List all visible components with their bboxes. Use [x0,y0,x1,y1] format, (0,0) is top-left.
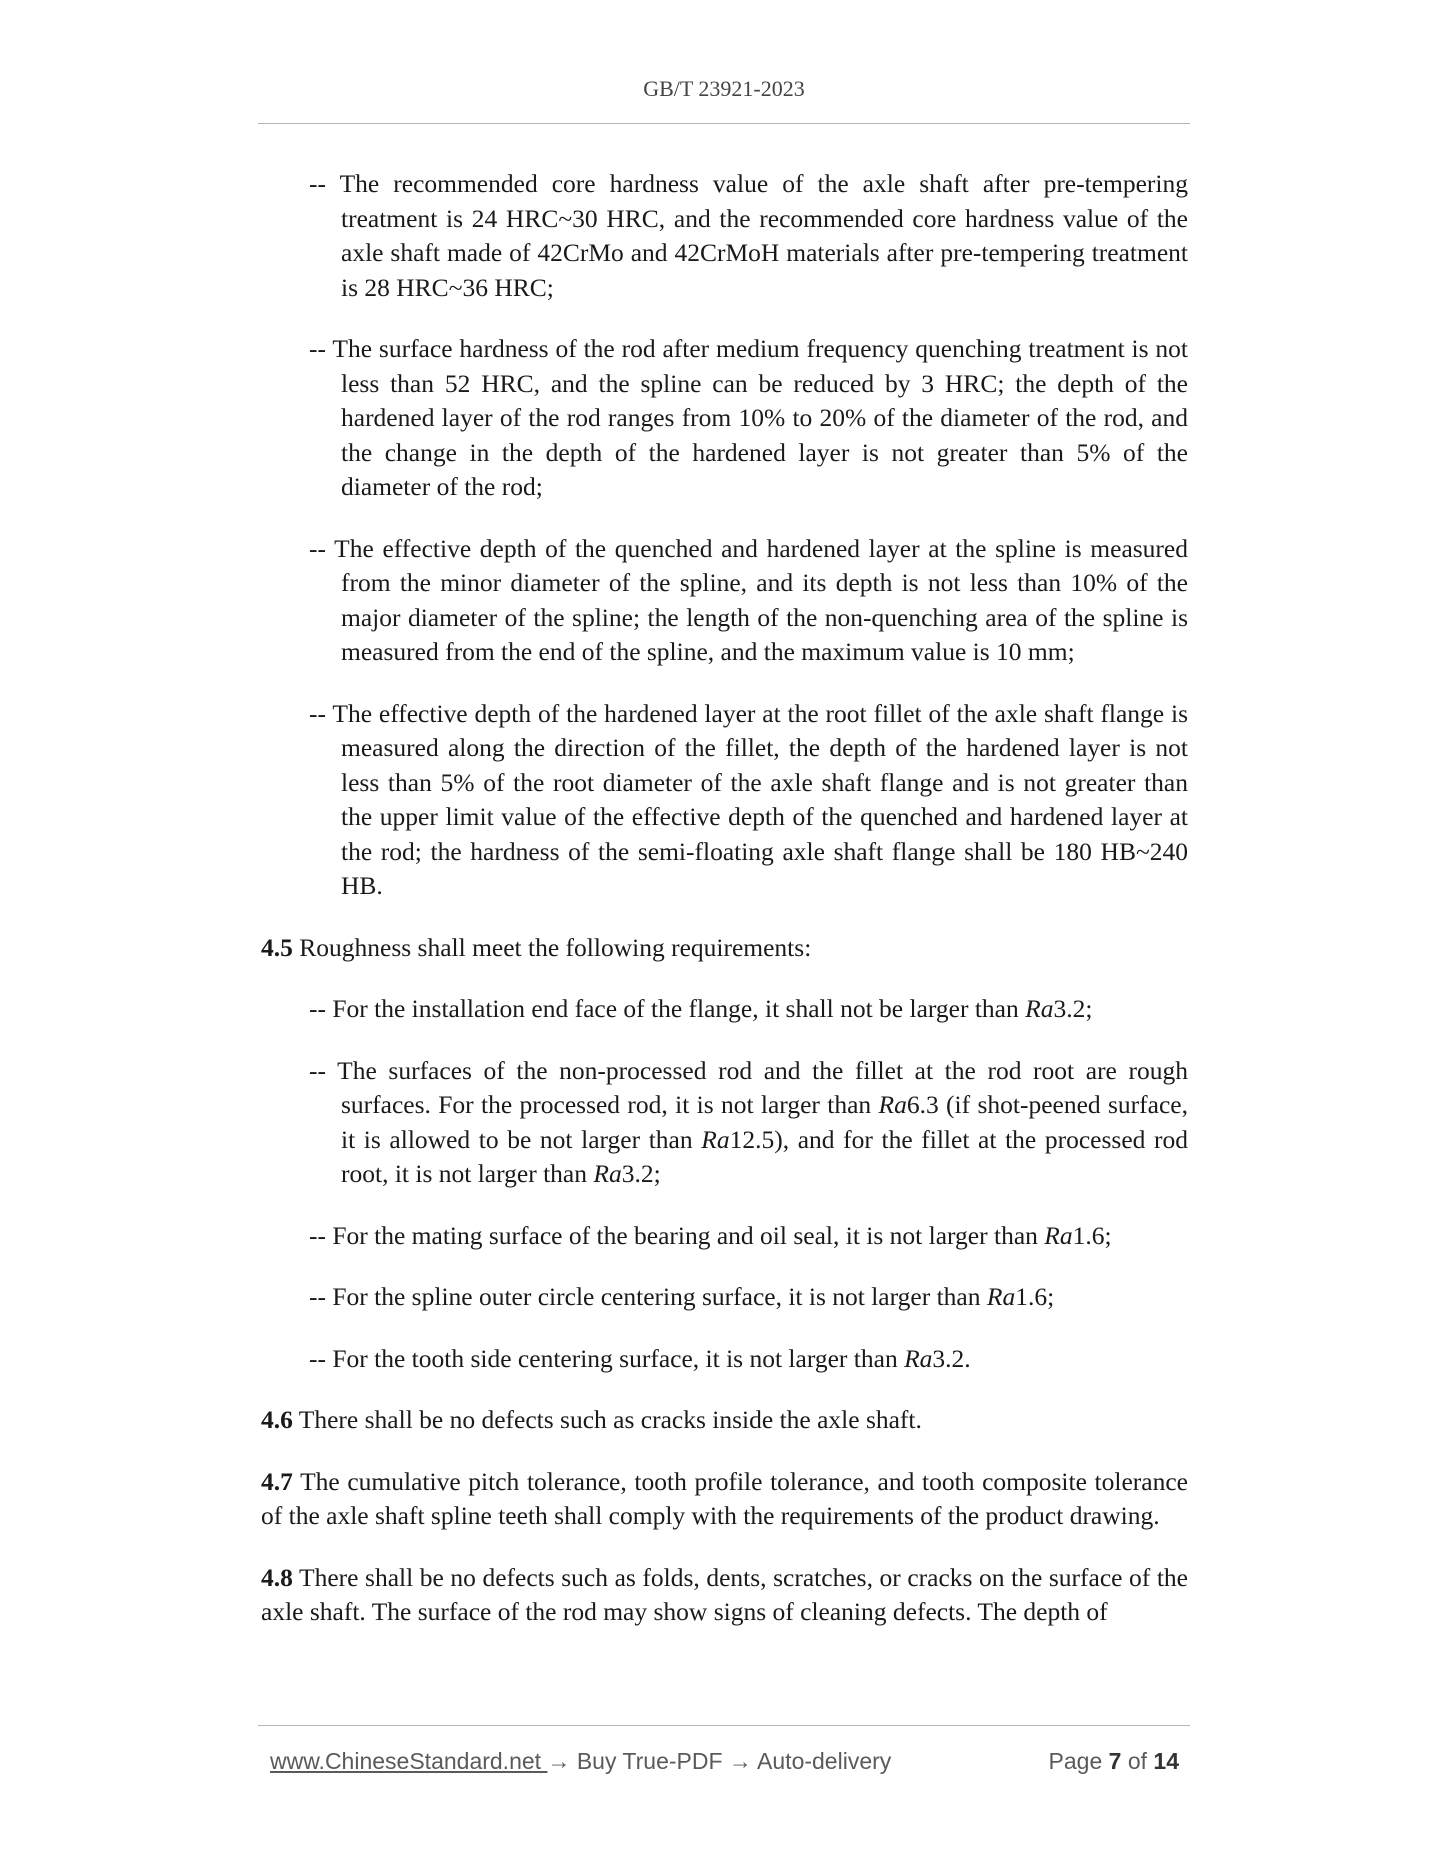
clause-text: Roughness shall meet the following requirements: [292,932,812,962]
list-item: -- The effective depth of the quenched and hardened layer at the spline is measured from the minor diameter of the spline, and its depth is not less than 10% of the major diameter of the spline; the length of the non-quenching area of the spline is measured from the end of the spline, and the maximum value is 10 mm; [309,533,1188,666]
footer-rule [258,1725,1190,1726]
list-item: -- The recommended core hardness value of the axle shaft after pre-tempering treatment is 24 HRC~30 HRC, and the recommended core hardness value of the axle shaft made of 42CrMo and 42CrMoH materials after pre-tempering treatment is 28 HRC~36 HRC; [309,169,1188,302]
clause-text: There shall be no defects such as folds, dents, scratches, or cracks on the surface of the axle shaft. The surface of the rod may show signs of cleaning defects. The depth of [261,1562,1188,1626]
list-item: -- The surface hardness of the rod after medium frequency quenching treatment is not less than 52 HRC, and the spline can be reduced by 3 HRC; the depth of the hardened layer of the rod ranges from 10% to 20% of the diameter of the rod, and the change in the depth of the hardened layer is not greater than 5% of the diameter of the rod; [309,334,1188,501]
list-item: -- For the installation end face of the flange, it shall not be larger than Ra3.2; [309,994,1093,1023]
clause-number: 4.6 [261,1405,293,1434]
document-header: GB/T 23921-2023 [643,76,805,101]
clause-4-5 [261,931,1188,966]
list-item: -- For the spline outer circle centering surface, it is not larger than Ra1.6; [309,1282,1055,1311]
list-item: -- The effective depth of the hardened layer at the root fillet of the axle shaft flange is measured along the direction of the fillet, the depth of the hardened layer is not less than 5% of the root diameter of the axle shaft flange and is not greater than the upper limit value of the effective depth of the quenched and hardened layer at the rod; the hardness of the semi-floating axle shaft flange shall be 180 HB~240 HB. [309,698,1188,900]
clause-number: 4.7 [261,1466,293,1496]
header-rule [258,123,1190,124]
ra-symbol: Ra [1025,994,1054,1023]
page-number: 7 [1108,1748,1122,1774]
ra-symbol: Ra [904,1343,933,1373]
arrow-right-icon: → [728,1748,752,1774]
list-item: -- The surfaces of the non-processed rod and the fillet at the rod root are rough surfaces. For the processed rod, it is not larger than Ra6.3 (if shot-peened surface, it is allowed to be not larger than Ra12.5), and for the fillet at the processed rod root, it is not larger than Ra3.2; [309,1055,1188,1188]
list-item: -- For the tooth side centering surface, it is not larger than Ra3.2. [309,1343,971,1373]
ra-symbol: Ra [878,1090,907,1119]
site-link[interactable]: www.ChineseStandard.net [270,1748,548,1774]
clause-4-6 [261,1403,1188,1438]
delivery-text: Auto-delivery [751,1748,892,1774]
clause-number: 4.8 [261,1562,293,1592]
clause-4-7 [261,1465,1188,1534]
page-indicator: Page 7 of 14 [1048,1748,1179,1774]
clause-text: The cumulative pitch tolerance, tooth profile tolerance, and tooth composite tolerance of the axle shaft spline teeth shall comply with the requirements of the product drawing. [261,1466,1188,1530]
footer-links [270,1748,891,1775]
clause-text: There shall be no defects such as cracks inside the axle shaft. [292,1405,922,1434]
clause-4-8 [261,1561,1188,1630]
ra-symbol: Ra [701,1124,730,1154]
arrow-right-icon: → [547,1748,571,1774]
page-body [261,167,1188,1657]
ra-symbol: Ra [986,1282,1016,1311]
buy-link[interactable]: Buy True-PDF [570,1748,729,1774]
ra-symbol: Ra [593,1159,622,1188]
clause-number: 4.5 [261,932,293,962]
list-item: -- For the mating surface of the bearing and oil seal, it is not larger than Ra1.6; [309,1220,1112,1250]
page-total: 14 [1153,1748,1179,1774]
ra-symbol: Ra [1044,1220,1073,1250]
